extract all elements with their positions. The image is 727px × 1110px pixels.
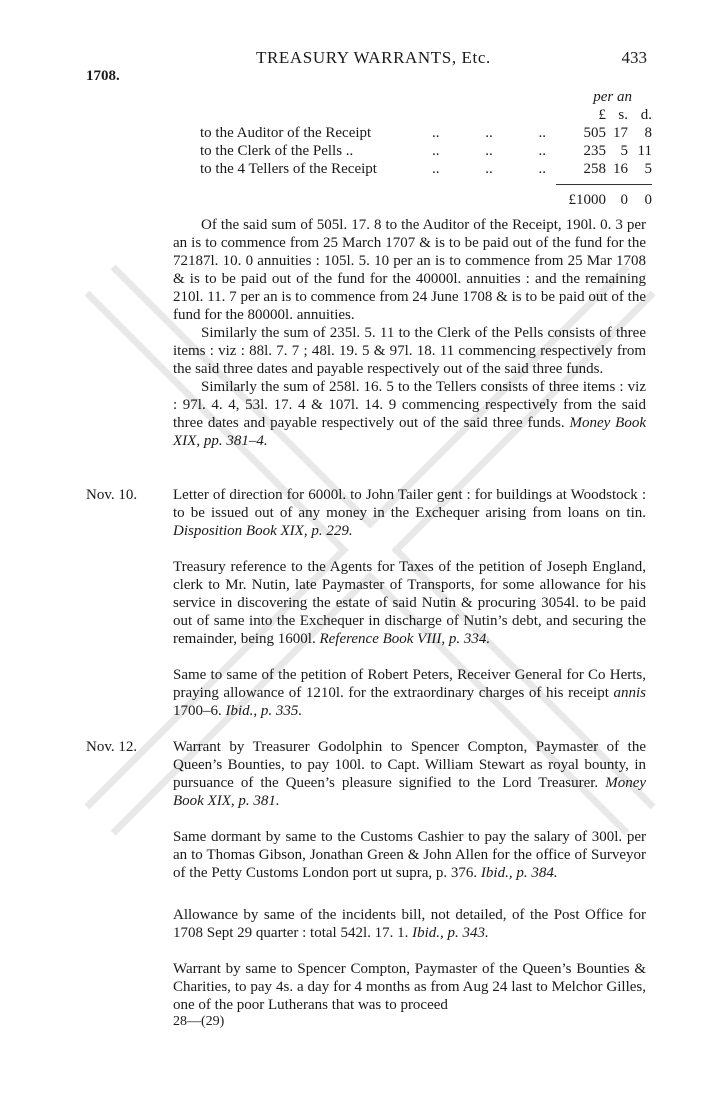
source-ref: Money Book XIX, pp. 381–4. [173,415,646,449]
source-ref: Disposition Book XIX, p. 229. [173,523,353,539]
leader-dots: .. .. .. [432,125,546,141]
total-pounds: £1000 [568,192,606,208]
account-table [200,88,652,209]
note-auditor: Of the said sum of 505l. 17. 8 to the Auditor of the Receipt, 190l. 0. 3 per an is to commence from 25 March 1707 & is to be paid out of the fund for the 72187l. 10. 0 annuities : 105l. 5. 10 per an is to commence from 25 Mar 1708 & is to be paid out of the fund for the 40000l. annuities : and the remaining 210l. 11. 7 per an is to commence from 24 June 1708 & is to be paid out of the fund for the 80000l. annuities. [173,217,646,323]
entry-nov10-tailer: Nov. 10. Letter of direction for 6000l. to John Tailer gent : for buildings at Woodstock : to be issued out of any money in the Exchequer arising from loans on tin. Disposition Book XIX, p. 229. [86,487,646,539]
account-row-label: to the 4 Tellers of the Receipt [200,161,377,177]
entry-date: Nov. 12. [86,739,138,755]
source-ref: Ibid., p. 384. [480,865,558,881]
account-row-amount: 258 16 5 [583,161,652,177]
signature-mark: 28—(29) [173,1014,225,1029]
source-ref: Ibid., p. 343. [412,925,489,941]
col-pounds: £ [598,107,606,123]
account-row [200,142,652,160]
account-total [200,191,652,209]
account-column-headers [200,106,652,124]
account-row-label: to the Clerk of the Pells .. [200,143,354,159]
col-shillings: s. [618,107,628,123]
entry-peters-petition: Same to same of the petition of Robert Peters, Receiver General for Co Herts, praying allowance of 1210l. for the extraordinary charges of his receipt annis 1700–6. Ibid., p. 335. [173,667,646,719]
entry-petty-customs: Same dormant by same to the Customs Cashier to pay the salary of 300l. per an to Thomas Gibson, Jonathan Green & John Allen for the office of Surveyor of the Petty Customs London port ut supra, p. 376. Ibid., p. 384. [173,829,646,881]
account-row-amount: 505 17 8 [583,125,652,141]
leader-dots: .. .. .. [432,161,546,177]
account-row-label: to the Auditor of the Receipt [200,125,372,141]
account-notes [173,216,646,450]
running-title: TREASURY WARRANTS, Etc. [256,48,491,67]
entry-nov12-stewart: Nov. 12. Warrant by Treasurer Godolphin to Spencer Compton, Paymaster of the Queen’s Bounties, to pay 100l. to Capt. William Stewart as royal bounty, in pursuance of the Queen’s pleasure signified to the Lord Treasurer. Money Book XIX, p. 381. [86,739,647,809]
source-ref: Reference Book VIII, p. 334. [319,631,491,647]
entry-date: Nov. 10. [86,487,138,503]
entry-gilles: Warrant by same to Spencer Compton, Paymaster of the Queen’s Bounties & Charities, to pay 4s. a day for 4 months as from Aug 24 last to Melchor Gilles, one of the poor Lutherans that was to proceed [173,961,646,1013]
year-marker: 1708. [86,68,120,84]
note-tellers: Similarly the sum of 258l. 16. 5 to the Tellers consists of three items : viz : 97l. 4. 4, 53l. 17. 4 & 107l. 14. 9 commencing respectively from the said three dates and payable respectively out of the said three funds. Money Book XIX, pp. 381–4. [173,379,646,449]
account-row-amount: 235 5 11 [583,143,652,159]
source-ref: Money Book XIX, p. 381. [173,775,647,809]
page-number: 433 [621,48,647,67]
total-rule [556,184,652,185]
note-pells: Similarly the sum of 235l. 5. 11 to the Clerk of the Pells consists of three items : viz : 88l. 7. 7 ; 48l. 19. 5 & 97l. 18. 11 commencing respectively from the said three dates and payable respectively out of the said three funds. [173,325,646,377]
total-pence: 0 [644,192,652,208]
col-pence: d. [640,107,652,123]
account-row [200,124,652,142]
running-header [0,46,727,70]
entry-england-petition: Treasury reference to the Agents for Taxes of the petition of Joseph England, clerk to Mr. Nutin, late Paymaster of Transports, for some allowance for his service in discovering the estate of said Nutin & procuring 3054l. to be paid out of same into the Exchequer in discharge of Nutin’s debt, and securing the remainder, being 1600l. Reference Book VIII, p. 334. [173,559,646,647]
account-caption: per an [593,89,632,105]
leader-dots: .. .. .. [432,143,546,159]
entry-post-office: Allowance by same of the incidents bill, not detailed, of the Post Office for 1708 Sept 29 quarter : total 542l. 17. 1. Ibid., p. 343. [173,907,646,941]
source-ref: Ibid., p. 335. [225,703,303,719]
total-shillings: 0 [620,192,628,208]
account-row [200,160,652,178]
